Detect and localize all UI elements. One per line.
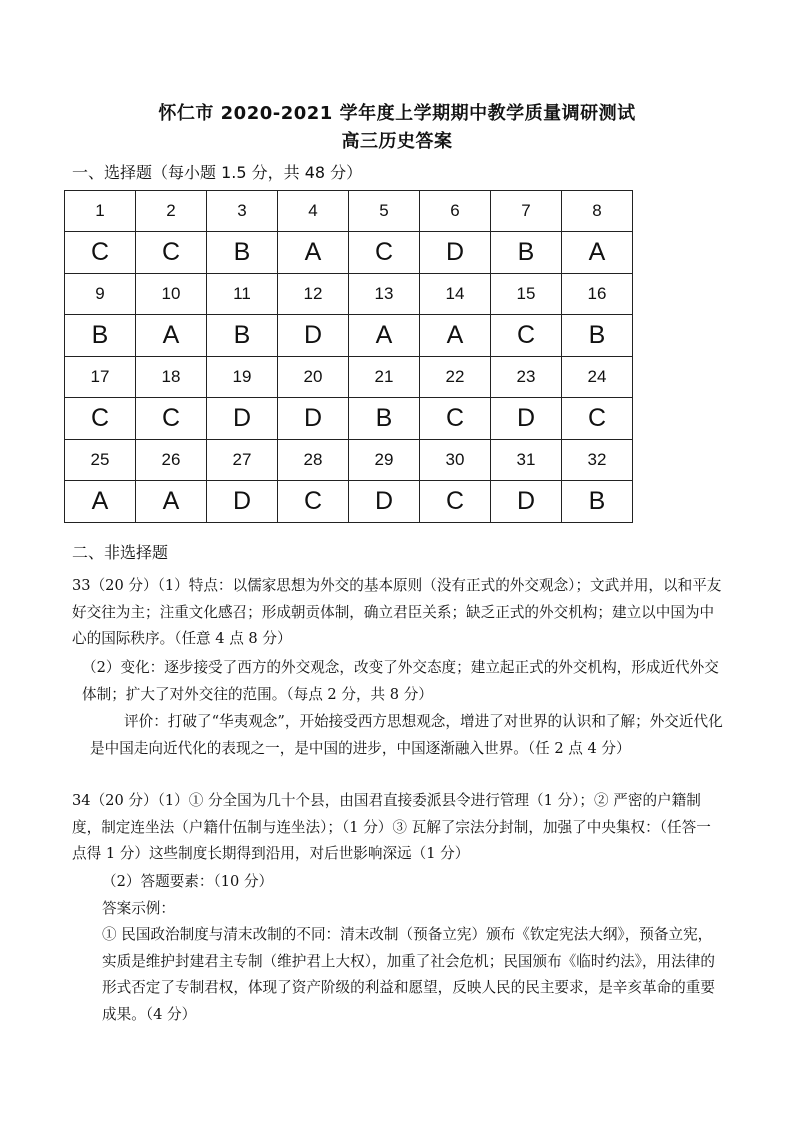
section-heading-non-choice: 二、非选择题 [72,543,169,562]
answer-cell: C [65,398,136,440]
q33-evaluation: 评价：打破了“华夷观念”，开始接受西方思想观念，增进了对世界的认识和了解；外交近代化是中国走向近代化的表现之一，是中国的进步，中国逐渐融入世界。（任 2 点 4 分） [90,713,723,757]
answer-cell: D [491,481,562,523]
answer-cell: A [65,481,136,523]
answer-row [65,232,633,274]
question-number-cell: 5 [349,191,420,232]
answer-cell: A [562,232,633,274]
answer-cell: B [562,315,633,357]
question-number-cell: 10 [136,274,207,315]
question-number-cell: 11 [207,274,278,315]
answer-cell: C [491,315,562,357]
answer-row [65,398,633,440]
answer-cell: A [136,315,207,357]
question-number-row [65,274,633,315]
question-number-cell: 20 [278,357,349,398]
answer-cell: B [491,232,562,274]
answer-cell: C [136,232,207,274]
q34-example-label: 答案示例： [102,900,175,917]
question-number-cell: 28 [278,440,349,481]
answer-cell: C [278,481,349,523]
question-number-cell: 17 [65,357,136,398]
answer-cell: C [349,232,420,274]
answer-cell: B [207,315,278,357]
question-number-cell: 15 [491,274,562,315]
question-number-cell: 14 [420,274,491,315]
q34-part1: 34（20 分）（1）① 分全国为几十个县，由国君直接委派县令进行管理（1 分）；② 严密的户籍制度，制定连坐法（户籍什伍制与连坐法）；（1 分）③ 瓦解了宗法分封制，加强了中央集权：（任答一点得 1 分）这些制度长期得到沿用，对后世影响深远（1 分） [72,792,711,862]
question-number-cell: 2 [136,191,207,232]
question-number-cell: 31 [491,440,562,481]
question-number-cell: 30 [420,440,491,481]
q33-part2: （2）变化：逐步接受了西方的外交观念，改变了外交态度；建立起正式的外交机构，形成近代外交体制；扩大了对外交往的范围。（每点 2 分，共 8 分） [82,659,719,703]
answer-cell: A [349,315,420,357]
answer-cell: D [278,398,349,440]
answer-cell: D [491,398,562,440]
section-heading-multiple-choice: 一、选择题（每小题 1.5 分，共 48 分） [72,163,363,182]
answer-row [65,315,633,357]
question-number-cell: 25 [65,440,136,481]
question-number-cell: 16 [562,274,633,315]
question-number-cell: 1 [65,191,136,232]
question-number-cell: 26 [136,440,207,481]
question-number-cell: 13 [349,274,420,315]
page-title: 怀仁市 2020-2021 学年度上学期期中教学质量调研测试 [158,103,636,124]
question-number-cell: 9 [65,274,136,315]
question-number-cell: 21 [349,357,420,398]
answer-cell: D [349,481,420,523]
answer-cell: D [207,481,278,523]
question-number-row [65,191,633,232]
answer-cell: C [136,398,207,440]
answer-cell: C [562,398,633,440]
page-subtitle: 高三历史答案 [341,131,453,152]
question-number-cell: 27 [207,440,278,481]
question-number-cell: 18 [136,357,207,398]
question-number-cell: 32 [562,440,633,481]
question-number-cell: 12 [278,274,349,315]
answer-cell: B [562,481,633,523]
question-number-cell: 19 [207,357,278,398]
q34-part2: （2）答题要素：（10 分） [102,873,274,890]
question-number-row [65,357,633,398]
q33-part1: 33（20 分）（1）特点：以儒家思想为外交的基本原则（没有正式的外交观念）；文武并用，以和平友好交往为主；注重文化感召；形成朝贡体制，确立君臣关系；缺乏正式的外交机构；建立以中国为中心的国际秩序。（任意 4 点 8 分） [72,577,722,647]
answer-cell: D [420,232,491,274]
question-number-cell: 8 [562,191,633,232]
q34-example-text: ① 民国政治制度与清末改制的不同：清末改制（预备立宪）颁布《钦定宪法大纲》，预备立宪，实质是维护封建君主专制（维护君上大权），加重了社会危机；民国颁布《临时约法》，用法律的形式否定了专制君权，体现了资产阶级的利益和愿望，反映人民的民主要求，是辛亥革命的重要成果。（4 分） [102,926,715,1023]
answer-cell: B [207,232,278,274]
answer-cell: A [278,232,349,274]
question-number-cell: 24 [562,357,633,398]
question-number-cell: 7 [491,191,562,232]
answer-cell: B [349,398,420,440]
answer-cell: B [65,315,136,357]
question-number-cell: 22 [420,357,491,398]
answer-cell: D [278,315,349,357]
answer-cell: C [420,481,491,523]
answer-cell: C [65,232,136,274]
answer-table [64,190,633,523]
answer-cell: A [420,315,491,357]
question-number-cell: 4 [278,191,349,232]
question-number-cell: 29 [349,440,420,481]
question-number-cell: 23 [491,357,562,398]
question-number-cell: 3 [207,191,278,232]
answer-row [65,481,633,523]
answer-cell: D [207,398,278,440]
answer-cell: C [420,398,491,440]
answer-cell: A [136,481,207,523]
question-number-cell: 6 [420,191,491,232]
question-number-row [65,440,633,481]
